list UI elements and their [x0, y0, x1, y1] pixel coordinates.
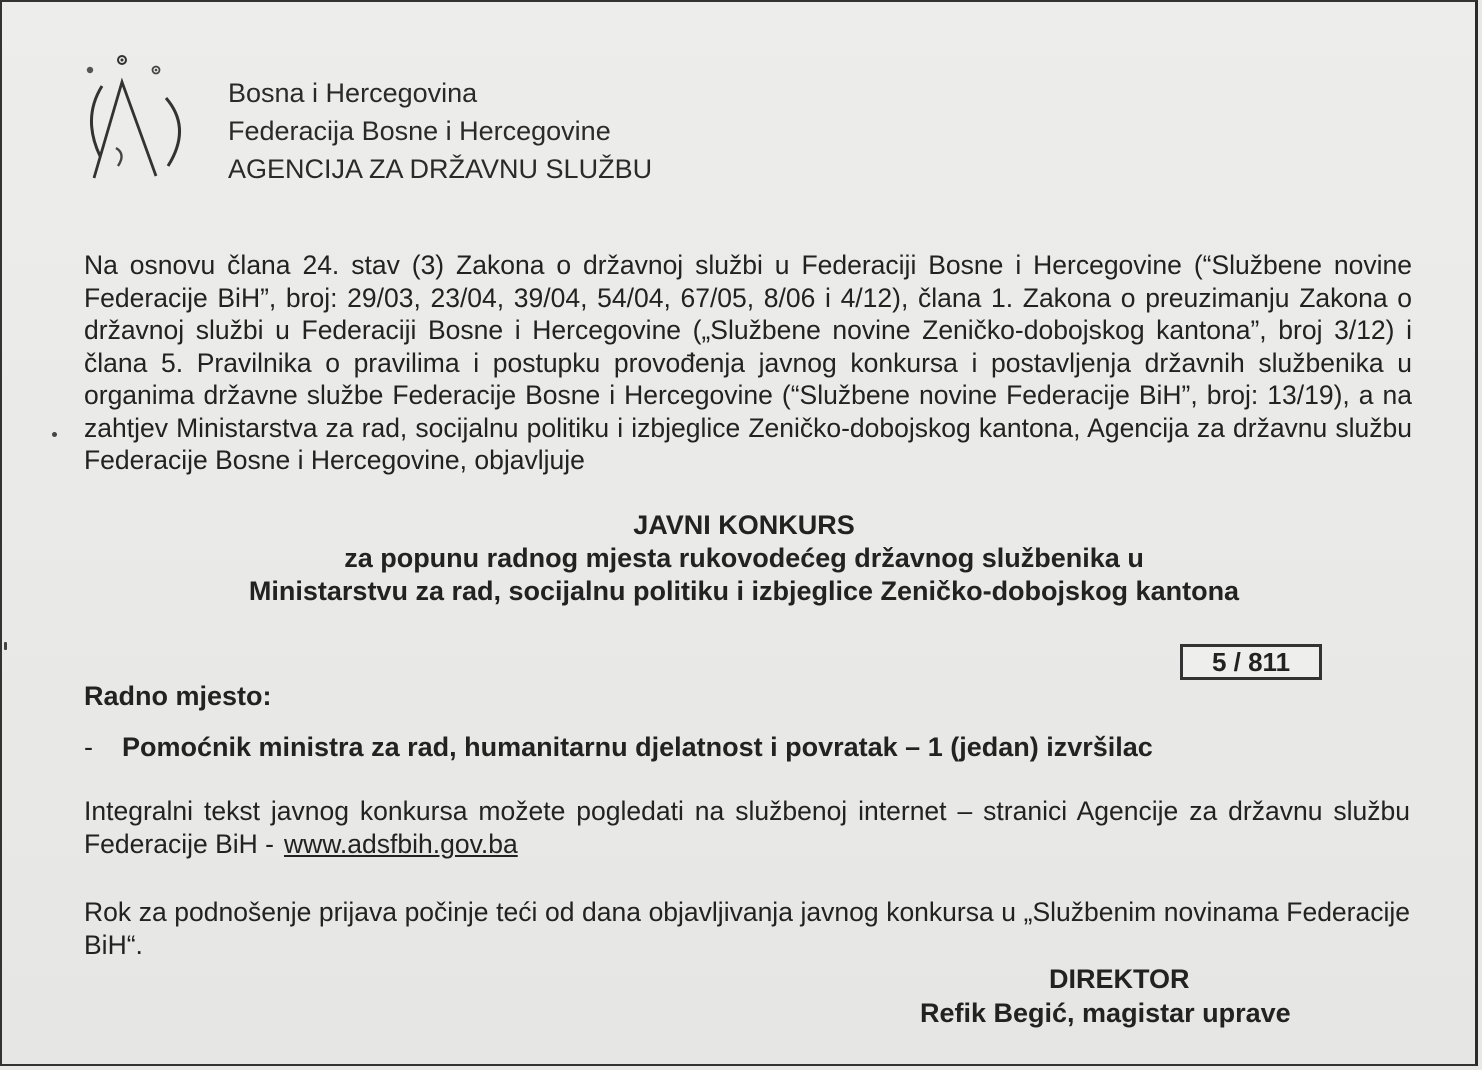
deadline-paragraph: Rok za podnošenje prijava počinje teći od dana objavljivanja javnog konkursa u „Službenim novinama Federacije BiH“.: [84, 897, 1410, 960]
title-subheading-1: za popunu radnog mjesta rukovodećeg državnog službenika u: [344, 543, 1144, 573]
position-label: Radno mjesto:: [84, 681, 272, 711]
reference-number-box: 5 / 811: [1180, 644, 1322, 680]
agency-header: [228, 74, 652, 188]
position-title: Pomoćnik ministra za rad, humanitarnu djelatnost i povratak – 1 (jedan) izvršilac: [122, 732, 1153, 762]
competition-title: [84, 509, 1404, 608]
title-subheading-2: Ministarstvu za rad, socijalnu politiku i izbjeglice Zeničko-dobojskog kantona: [248, 576, 1240, 606]
header-federation: Federacija Bosne i Hercegovine: [228, 116, 611, 146]
agency-website-link[interactable]: www.adsfbih.gov.ba: [283, 829, 518, 859]
agency-emblem-icon: [80, 48, 200, 188]
scan-speck: [4, 642, 7, 650]
signature-name: Refik Begić, magistar uprave: [920, 998, 1291, 1028]
title-heading: JAVNI KONKURS: [633, 510, 855, 540]
signature-title: DIREKTOR: [1049, 964, 1190, 994]
intro-paragraph: Na osnovu člana 24. stav (3) Zakona o državnoj službi u Federaciji Bosne i Hercegovine (“Službene novine Federacije BiH”, broj: 29/03, 23/04, 39/04, 54/04, 67/05, 8/06 i 4/12), člana 1. Zakona o preuzimanju Zakona o državnoj službi u Federaciji Bosne i Hercegovine („Službene novine Zeničko-dobojskog kantona”, broj 3/12) i člana 5. Pravilnika o pravilima i postupku provođenja javnog konkursa i postavljenja državnih službenika u organima državne službe Federacije Bosne i Hercegovine (“Službene novine Federacije BiH”, broj: 13/19), a na zahtjev Ministarstva za rad, socijalnu politiku i izbjeglice Zeničko-dobojskog kantona, Agencija za državnu službu Federacije Bosne i Hercegovine, objavljuje: [84, 250, 1412, 475]
integral-text: Integralni tekst javnog konkursa možete pogledati na službenoj internet – stranici Agencije za državnu službu Federacije BiH -: [84, 796, 1410, 859]
position-list-item: [84, 730, 1153, 764]
scan-speck: [52, 432, 57, 437]
integral-text-paragraph: [84, 795, 1410, 861]
list-dash: -: [84, 732, 93, 762]
header-agency: AGENCIJA ZA DRŽAVNU SLUŽBU: [228, 154, 653, 184]
header-country: Bosna i Hercegovina: [228, 78, 478, 108]
